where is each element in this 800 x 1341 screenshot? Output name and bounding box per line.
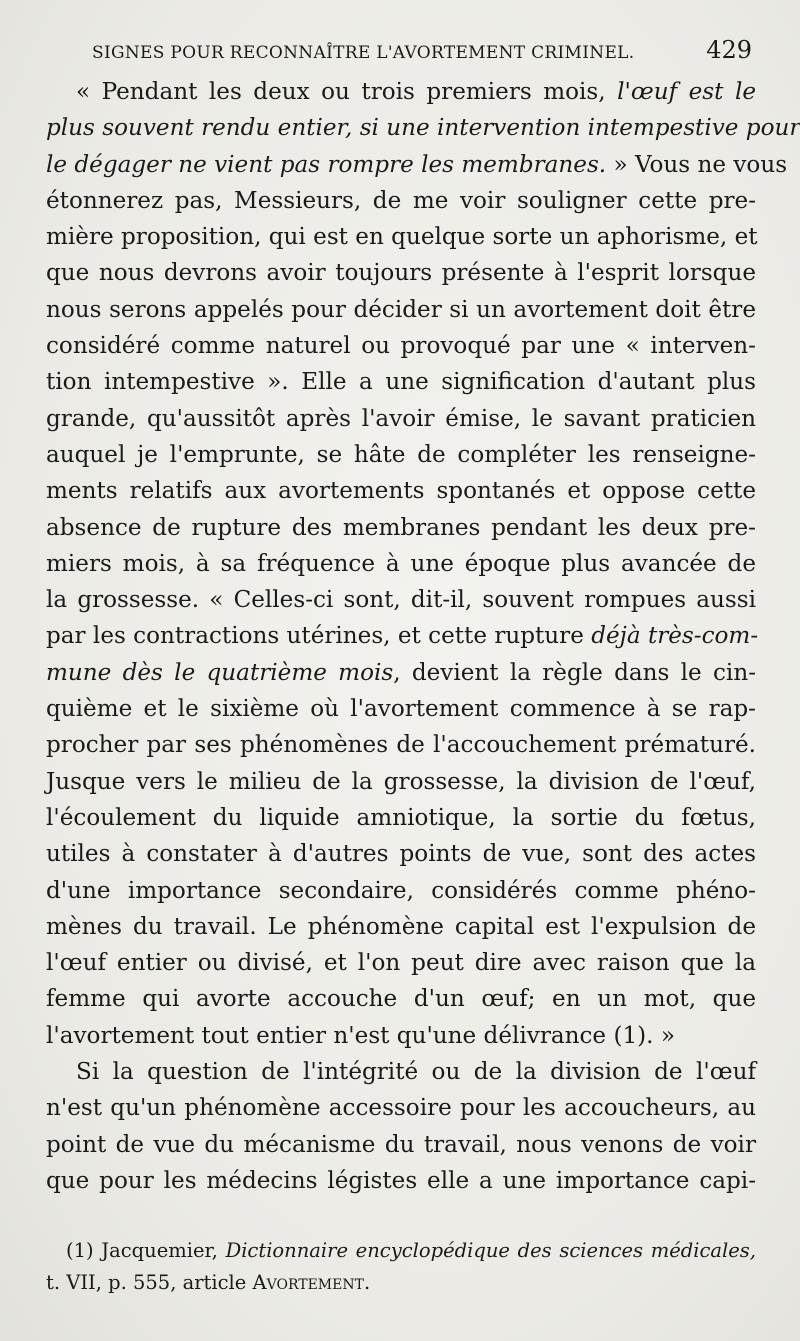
text-line: point de vue du mécanisme du travail, nous venons de voir [46, 1131, 756, 1158]
text-line: mière proposition, qui est en quelque sorte un aphorisme, et [46, 224, 758, 251]
text-line: Jusque vers le milieu de la grossesse, la division de l'œuf, [46, 768, 756, 795]
text-line: « Pendant les deux ou trois premiers mois, l'œuf est le [76, 79, 756, 105]
text-line: mune dès le quatrième mois, devient la règle dans le cin- [46, 659, 756, 686]
text-line: nous serons appelés pour décider si un avortement doit être [46, 296, 756, 323]
text-line: tion intempestive ». Elle a une signification d'autant plus [46, 369, 756, 396]
text-line: la grossesse. « Celles-ci sont, dit-il, souvent rompues aussi [46, 587, 756, 614]
running-title: SIGNES POUR RECONNAÎTRE L'AVORTEMENT CRIMINEL. [92, 43, 635, 63]
text-line: par les contractions utérines, et cette rupture déjà très-com- [46, 623, 759, 650]
text-line: procher par ses phénomènes de l'accouchement prématuré. [46, 732, 756, 759]
text-line: le dégager ne vient pas rompre les membranes. » Vous ne vous [46, 151, 788, 178]
text-line: absence de rupture des membranes pendant les deux pre- [46, 514, 756, 541]
text-line: femme qui avorte accouche d'un œuf; en un mot, que [46, 986, 756, 1013]
text-line: d'une importance secondaire, considérés comme phéno- [46, 877, 756, 904]
text-line: étonnerez pas, Messieurs, de me voir souligner cette pre- [46, 187, 756, 214]
text-line: Si la question de l'intégrité ou de la division de l'œuf [76, 1059, 756, 1086]
text-line: plus souvent rendu entier, si une intervention intempestive pour [46, 115, 800, 142]
text-line: considéré comme naturel ou provoqué par une « interven- [46, 333, 756, 360]
text-line: l'écoulement du liquide amniotique, la sortie du fœtus, [46, 804, 756, 831]
text-line: l'avortement tout entier n'est qu'une délivrance (1). » [46, 1022, 675, 1049]
text-line: quième et le sixième où l'avortement commence à se rap- [46, 696, 756, 723]
footnote-line: t. VII, p. 555, article Avortement. [46, 1271, 371, 1294]
text-line: que nous devrons avoir toujours présente à l'esprit lorsque [46, 260, 756, 287]
text-line: que pour les médecins légistes elle a une importance capi- [46, 1167, 756, 1194]
body-text [46, 74, 800, 1199]
text-line: ments relatifs aux avortements spontanés et oppose cette [46, 478, 756, 505]
text-line: l'œuf entier ou divisé, et l'on peut dire avec raison que la [46, 950, 756, 977]
running-head [92, 36, 752, 64]
text-line: grande, qu'aussitôt après l'avoir émise, le savant praticien [46, 405, 756, 432]
text-line: miers mois, à sa fréquence à une époque plus avancée de [46, 550, 756, 577]
text-line: mènes du travail. Le phénomène capital est l'expulsion de [46, 913, 756, 940]
footnote-line: (1) Jacquemier, Dictionnaire encyclopédique des sciences médicales, [66, 1239, 756, 1262]
footnote [46, 1235, 756, 1299]
text-line: auquel je l'emprunte, se hâte de compléter les renseigne- [46, 441, 756, 468]
text-line: n'est qu'un phénomène accessoire pour les accoucheurs, au [46, 1095, 756, 1122]
text-line: utiles à constater à d'autres points de vue, sont des actes [46, 841, 756, 868]
page-number: 429 [706, 36, 752, 64]
